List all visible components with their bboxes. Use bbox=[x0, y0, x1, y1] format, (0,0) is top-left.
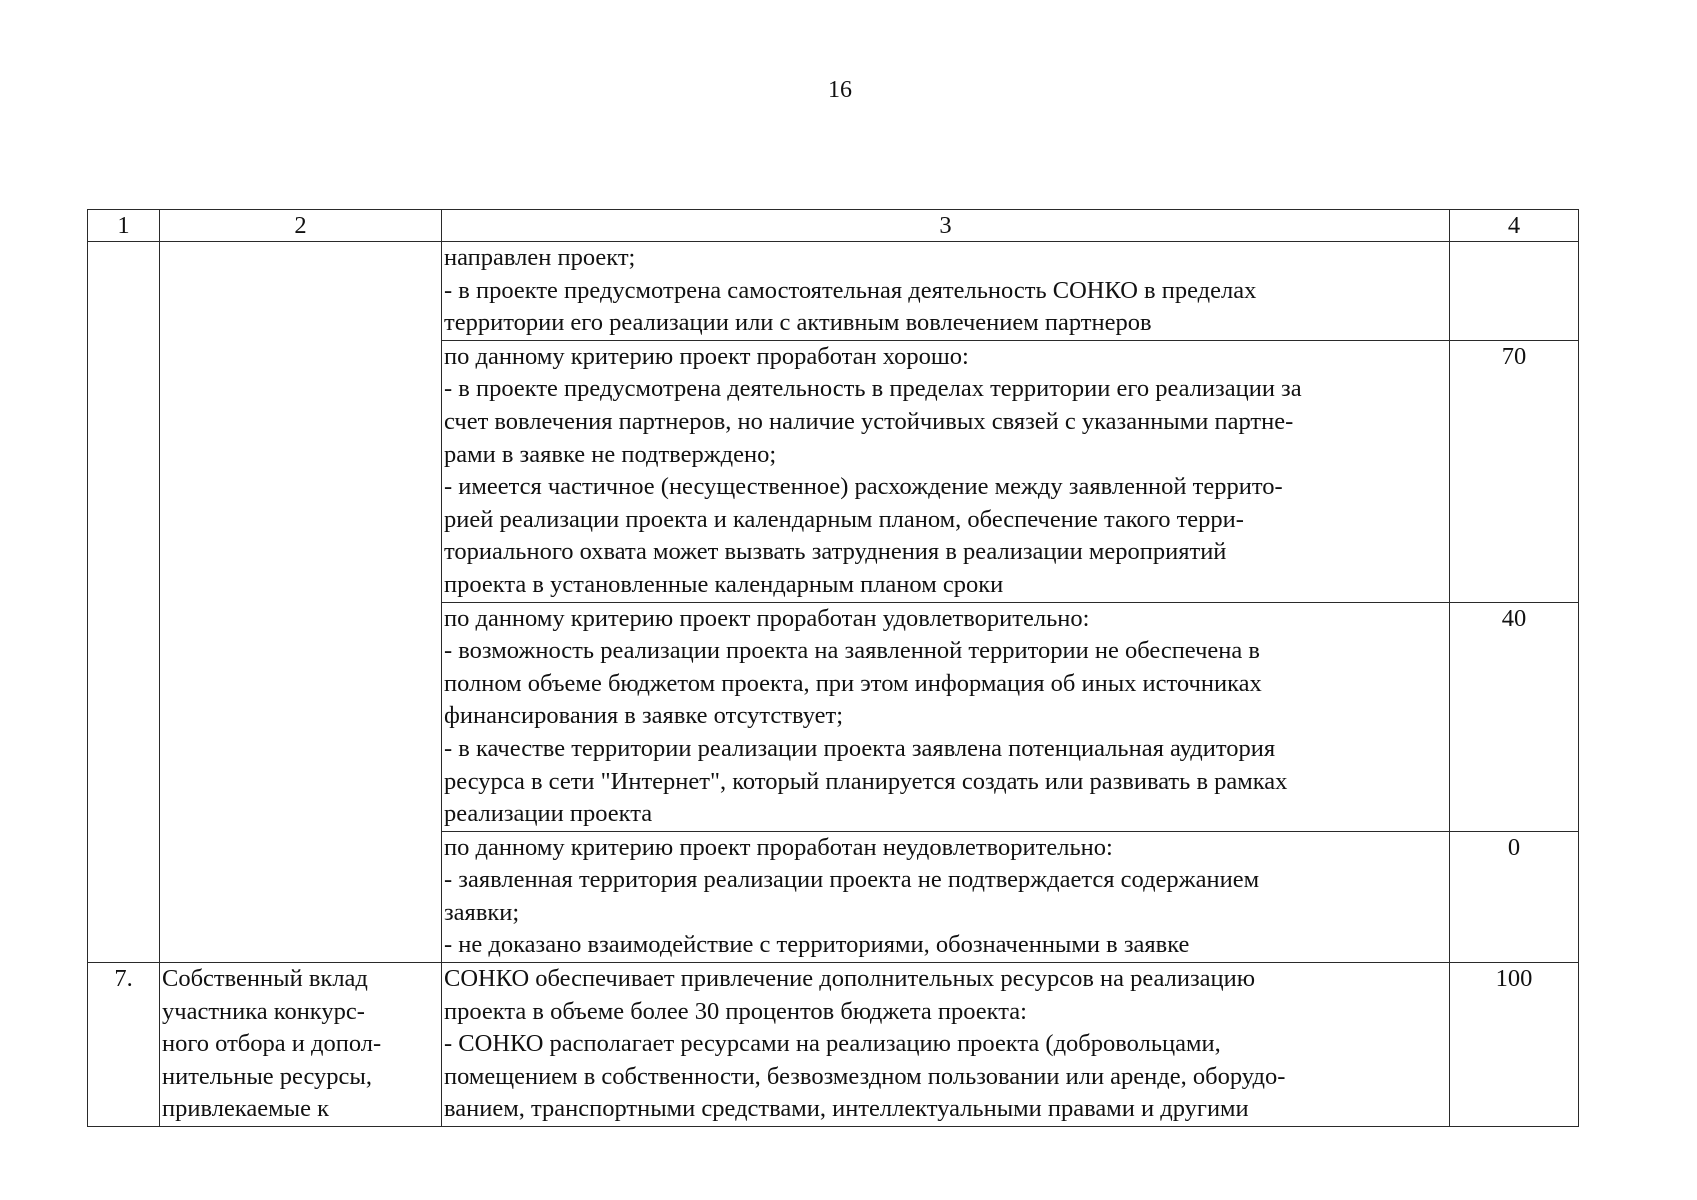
criterion-name bbox=[160, 242, 442, 963]
description-line: - заявленная территория реализации проекта не подтверждается содержанием bbox=[444, 866, 1260, 894]
description-line: территории его реализации или с активным вовлечением партнеров bbox=[444, 309, 1152, 337]
description-line: - СОНКО располагает ресурсами на реализацию проекта (добровольцами, bbox=[444, 1030, 1221, 1058]
table-row bbox=[88, 242, 1579, 341]
description-line: проекта в установленные календарным планом сроки bbox=[444, 570, 1004, 598]
description-line: рией реализации проекта и календарным планом, обеспечение такого терри- bbox=[444, 505, 1244, 533]
page-number: 16 bbox=[828, 77, 852, 103]
description-line: - в проекте предусмотрена деятельность в пределах территории его реализации за bbox=[444, 375, 1302, 403]
description-line: по данному критерию проект проработан неудовлетворительно: bbox=[444, 833, 1113, 861]
header-row bbox=[88, 210, 1579, 242]
description-line: полном объеме бюджетом проекта, при этом информация об иных источниках bbox=[444, 669, 1262, 697]
score: 0 bbox=[1450, 831, 1579, 962]
criterion-description bbox=[442, 242, 1450, 341]
score: 70 bbox=[1450, 340, 1579, 602]
name-line: ного отбора и допол- bbox=[162, 1030, 382, 1058]
description-line: - возможность реализации проекта на заявленной территории не обеспечена в bbox=[444, 637, 1260, 665]
header-col-3: 3 bbox=[442, 210, 1450, 242]
name-line: участника конкурс- bbox=[162, 997, 365, 1025]
description-line: ванием, транспортными средствами, интеллектуальными правами и другими bbox=[444, 1095, 1249, 1123]
header-col-1: 1 bbox=[88, 210, 160, 242]
description-line: по данному критерию проект проработан удовлетворительно: bbox=[444, 604, 1090, 632]
criteria-table bbox=[87, 209, 1579, 1127]
name-line: нительные ресурсы, bbox=[162, 1062, 373, 1090]
description-line: - имеется частичное (несущественное) расхождение между заявленной террито- bbox=[444, 473, 1283, 501]
name-line: Собственный вклад bbox=[162, 965, 368, 993]
header-col-4: 4 bbox=[1450, 210, 1579, 242]
criterion-description bbox=[442, 340, 1450, 602]
table-row bbox=[88, 963, 1579, 1127]
description-line: - в качестве территории реализации проекта заявлена потенциальная аудитория bbox=[444, 734, 1276, 762]
description-line: направлен проект; bbox=[444, 244, 636, 271]
row-number bbox=[88, 242, 160, 963]
description-line: счет вовлечения партнеров, но наличие устойчивых связей с указанными партне- bbox=[444, 407, 1294, 435]
description-line: СОНКО обеспечивает привлечение дополнительных ресурсов на реализацию bbox=[444, 965, 1256, 993]
description-line: ториального охвата может вызвать затруднения в реализации мероприятий bbox=[444, 538, 1227, 566]
description-line: финансирования в заявке отсутствует; bbox=[444, 702, 844, 730]
score: 40 bbox=[1450, 602, 1579, 831]
description-line: - не доказано взаимодействие с территориями, обозначенными в заявке bbox=[444, 931, 1190, 959]
description-line: проекта в объеме более 30 процентов бюджета проекта: bbox=[444, 997, 1027, 1025]
criterion-name bbox=[160, 963, 442, 1127]
description-line: ресурса в сети "Интернет", который планируется создать или развивать в рамках bbox=[444, 767, 1288, 795]
header-col-2: 2 bbox=[160, 210, 442, 242]
score: 100 bbox=[1450, 963, 1579, 1127]
description-line: рами в заявке не подтверждено; bbox=[444, 440, 777, 468]
row-number: 7. bbox=[88, 963, 160, 1127]
criterion-description bbox=[442, 831, 1450, 962]
description-line: реализации проекта bbox=[444, 800, 653, 828]
name-line: привлекаемые к bbox=[162, 1095, 329, 1123]
score bbox=[1450, 242, 1579, 341]
description-line: заявки; bbox=[444, 898, 520, 926]
criterion-description bbox=[442, 963, 1450, 1127]
criterion-description bbox=[442, 602, 1450, 831]
description-line: - в проекте предусмотрена самостоятельная деятельность СОНКО в пределах bbox=[444, 276, 1257, 304]
description-line: по данному критерию проект проработан хорошо: bbox=[444, 342, 969, 370]
description-line: помещением в собственности, безвозмездном пользовании или аренде, оборудо- bbox=[444, 1062, 1286, 1090]
